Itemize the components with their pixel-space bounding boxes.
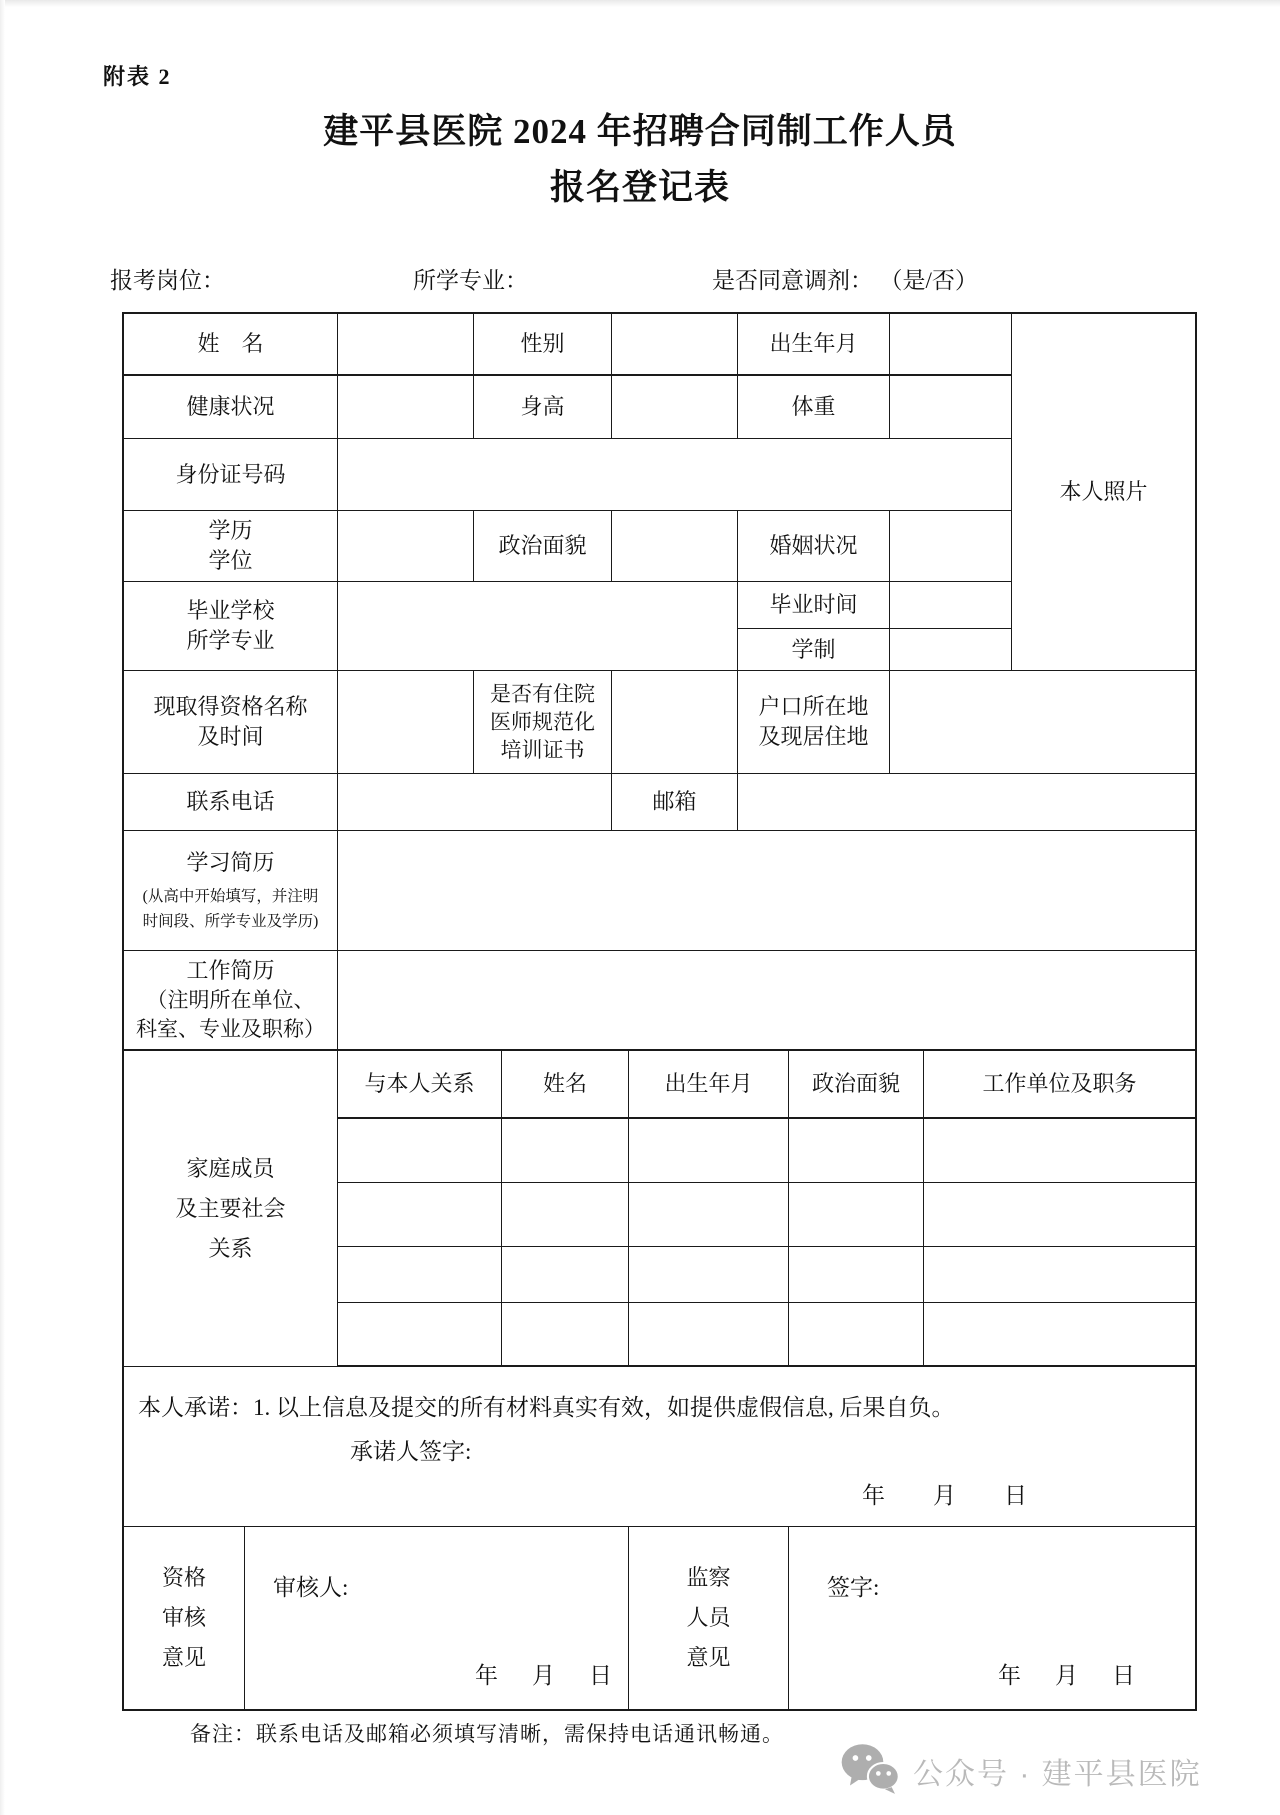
remark-note: 备注：联系电话及邮箱必须填写清晰，需保持电话通讯畅通。 [190,1722,784,1746]
family-cell [338,1247,502,1303]
family-cell [338,1119,502,1183]
transfer-label: 是否同意调剂： [712,268,873,293]
family-cell [789,1119,924,1183]
family-cell [789,1303,924,1367]
watermark-text: 公众号 · 建平县医院 [913,1757,1202,1791]
schooling-length-value-cell [890,629,1012,671]
marital-status-label: 婚姻状况 [738,511,890,582]
study-resume-label: 学习简历 (从高中开始填写，并注明 时间段、所学专业及学历) [124,831,338,951]
commitment-section [124,1367,1195,1527]
qualification-review-label: 资格 审核 意见 [124,1527,245,1709]
family-section-label: 家庭成员 及主要社会 关系 [124,1051,338,1367]
health-value-cell [338,376,474,439]
schooling-length-label: 学制 [738,629,890,671]
registration-form-table [122,312,1197,1711]
commitment-date-line: 年 月 日 [862,1483,1027,1508]
commitment-sign-label: 承诺人签字: [350,1439,472,1464]
id-number-label: 身份证号码 [124,439,338,511]
graduation-time-value-cell [890,582,1012,629]
political-status-label: 政治面貌 [474,511,612,582]
family-cell [629,1119,789,1183]
watermark [840,1742,1202,1799]
id-number-value-cell [338,439,1012,511]
form-title-line1: 建平县医院 2024 年招聘合同制工作人员 [323,112,957,151]
phone-value-cell [338,774,612,831]
education-label: 学历 学位 [124,511,338,582]
family-cell [924,1247,1195,1303]
weight-value-cell [890,376,1012,439]
health-label: 健康状况 [124,376,338,439]
name-label: 姓 名 [124,314,338,376]
photo-cell: 本人照片 [1012,314,1195,671]
family-header-relation: 与本人关系 [338,1051,502,1119]
family-header-political: 政治面貌 [789,1051,924,1119]
family-header-birth: 出生年月 [629,1051,789,1119]
school-major-label: 毕业学校 所学专业 [124,582,338,671]
family-cell [502,1183,629,1247]
family-cell [338,1183,502,1247]
marital-status-value-cell [890,511,1012,582]
family-cell [789,1183,924,1247]
birth-label: 出生年月 [738,314,890,376]
family-cell [502,1247,629,1303]
reviewer-cell [245,1527,629,1709]
name-value-cell [338,314,474,376]
family-cell [924,1183,1195,1247]
family-cell [502,1303,629,1367]
political-status-value-cell [612,511,738,582]
school-major-value-cell [338,582,738,671]
email-label: 邮箱 [612,774,738,831]
wechat-icon [840,1742,900,1799]
family-header-employer: 工作单位及职务 [924,1051,1195,1119]
residency-cert-value-cell [612,671,738,774]
supervisor-sign-cell [789,1527,1195,1709]
gender-label: 性别 [474,314,612,376]
family-cell [338,1303,502,1367]
phone-label: 联系电话 [124,774,338,831]
reviewer-date-line: 年 月 日 [475,1663,612,1688]
sign-label: 签字: [827,1575,880,1600]
position-label: 报考岗位： [110,268,225,293]
transfer-options: （是/否） [891,268,978,293]
height-value-cell [612,376,738,439]
family-header-name: 姓名 [502,1051,629,1119]
supervisor-label: 监察 人员 意见 [629,1527,789,1709]
education-value-cell [338,511,474,582]
email-value-cell [738,774,1195,831]
transfer-field [712,262,978,295]
work-resume-value-cell [338,951,1195,1051]
birth-value-cell [890,314,1012,376]
family-cell [789,1247,924,1303]
qualification-label: 现取得资格名称 及时间 [124,671,338,774]
family-cell [629,1303,789,1367]
major-label: 所学专业： [413,268,528,293]
family-cell [629,1183,789,1247]
family-cell [924,1303,1195,1367]
residency-cert-label: 是否有住院 医师规范化 培训证书 [474,671,612,774]
family-cell [502,1119,629,1183]
household-value-cell [890,671,1195,774]
supervisor-date-line: 年 月 日 [998,1663,1135,1688]
household-label: 户口所在地 及现居住地 [738,671,890,774]
form-title-line2: 报名登记表 [549,168,730,207]
graduation-time-label: 毕业时间 [738,582,890,629]
info-line [0,262,1280,294]
gender-value-cell [612,314,738,376]
commitment-text: 本人承诺：1. 以上信息及提交的所有材料真实有效，如提供虚假信息, 后果自负。 [138,1395,955,1420]
qualification-value-cell [338,671,474,774]
height-label: 身高 [474,376,612,439]
study-resume-value-cell [338,831,1195,951]
weight-label: 体重 [738,376,890,439]
reviewer-label: 审核人: [273,1575,349,1600]
scan-edge-top [0,0,1280,7]
family-cell [629,1247,789,1303]
attachment-tag: 附表 2 [103,64,172,89]
family-cell [924,1119,1195,1183]
work-resume-label: 工作简历 （注明所在单位、 科室、专业及职称） [124,951,338,1051]
